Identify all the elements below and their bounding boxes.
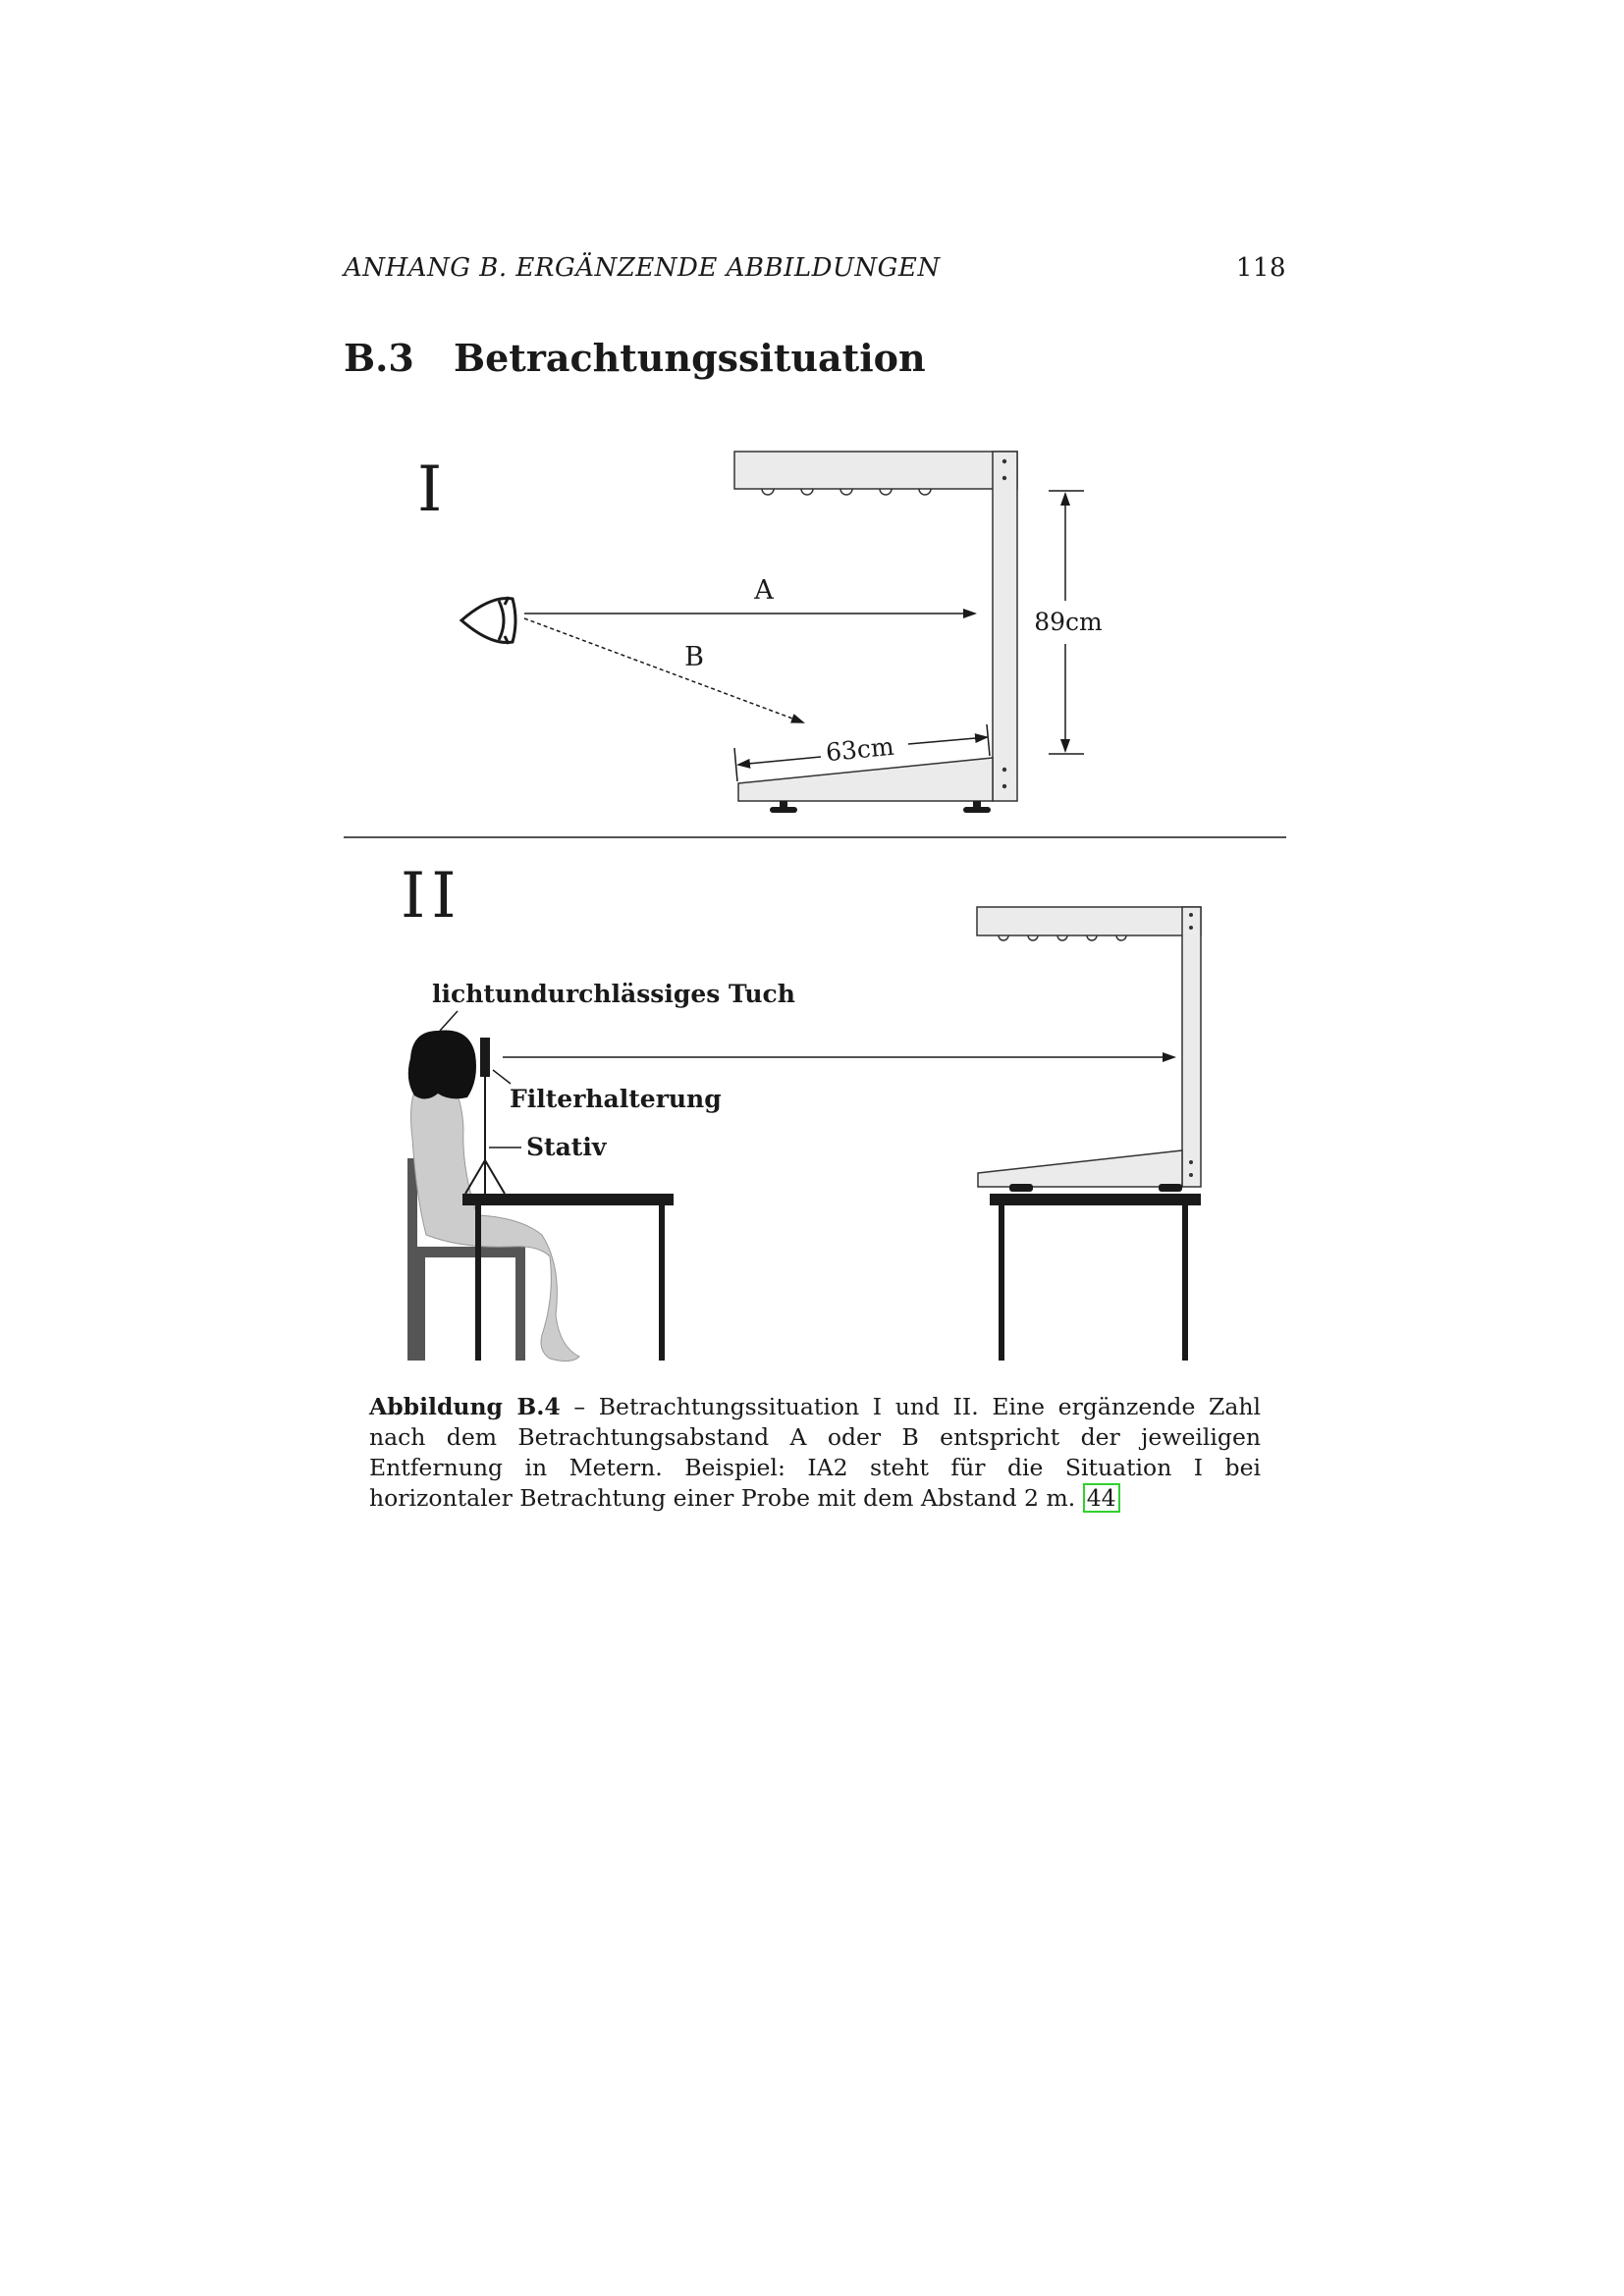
height-dimension-label: 89cm xyxy=(1034,608,1103,636)
viewing-booth-ii xyxy=(977,907,1201,1192)
viewing-line-a-label: A xyxy=(754,575,774,606)
depth-dimension-label: 63cm xyxy=(824,731,895,768)
figure-caption xyxy=(369,1392,1261,1514)
seated-person xyxy=(411,1078,580,1362)
running-head-chapter: ANHANG B. ERGÄNZENDE ABBILDUNGEN xyxy=(344,253,941,283)
viewing-line-b xyxy=(524,618,803,722)
filter-leader-line xyxy=(493,1070,511,1084)
eye-icon xyxy=(461,597,515,644)
booth-table xyxy=(990,1194,1201,1361)
section-title: Betrachtungssituation xyxy=(454,336,926,380)
section-number: B.3 xyxy=(344,336,414,380)
panel-ii-label: II xyxy=(401,860,462,933)
cloth-label: lichtundurchlässiges Tuch xyxy=(432,980,795,1008)
viewing-line-b-label: B xyxy=(684,642,704,672)
head-with-cloth xyxy=(408,1031,476,1099)
caption-text: Betrachtungssituation I und II. Eine ergänzende Zahl nach dem Betrachtungsabstand A oder B entspricht der jeweiligen Entfernung in Metern. Beispiel: IA2 steht für die Situation I bei horizontaler Betrachtung einer Probe mit dem Abstand 2 m. xyxy=(369,1393,1261,1512)
citation-link[interactable]: 44 xyxy=(1083,1483,1120,1513)
caption-separator: – xyxy=(560,1393,599,1420)
panel-i-label: I xyxy=(417,454,443,526)
cloth-leader-line xyxy=(440,1011,458,1031)
caption-label: Abbildung B.4 xyxy=(369,1393,561,1420)
filter-holder-label: Filterhalterung xyxy=(510,1085,722,1113)
page-number: 118 xyxy=(1235,253,1286,283)
stand-label: Stativ xyxy=(526,1133,607,1161)
